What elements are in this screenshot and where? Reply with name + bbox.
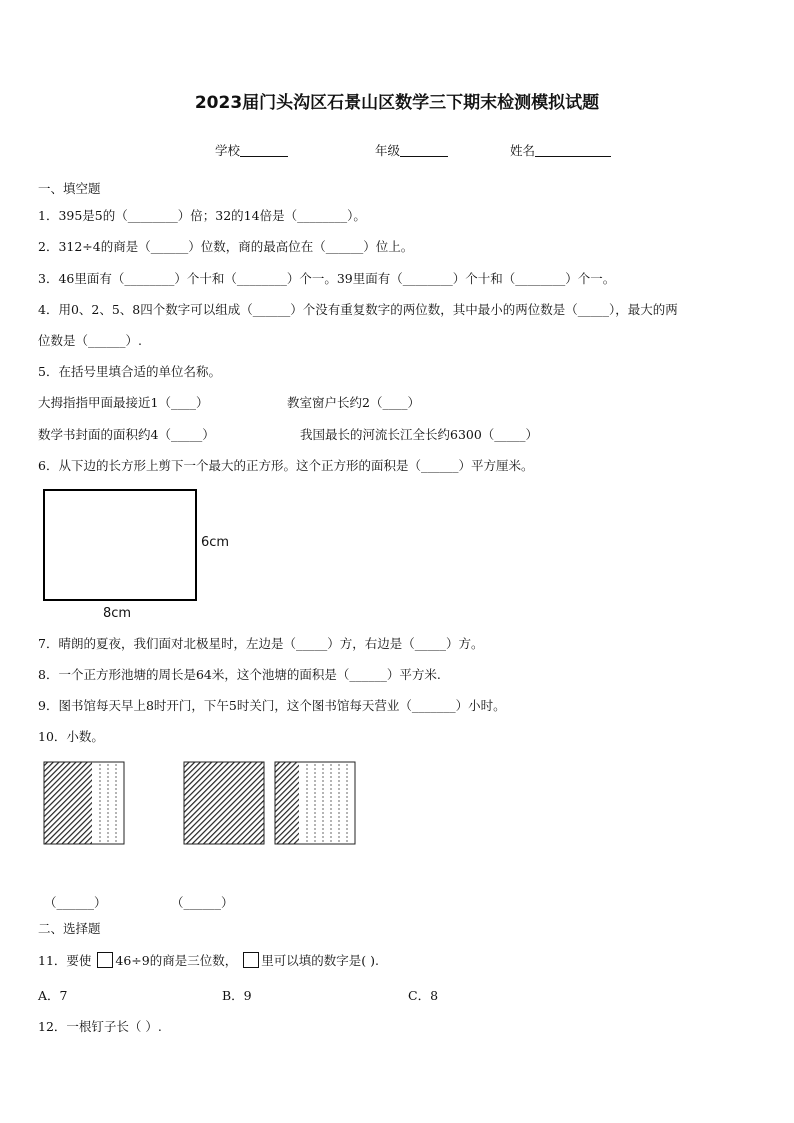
- rectangle-height-label: 6cm: [201, 535, 230, 550]
- question-11-box-2[interactable]: [243, 952, 259, 968]
- shaded-area: [275, 762, 299, 844]
- decimal-grid-3: [275, 762, 355, 844]
- question-10-blank-2[interactable]: （______）: [171, 895, 234, 910]
- decimal-grid-1: [44, 762, 124, 844]
- school-label: 学校: [215, 143, 241, 158]
- question-5-a: 大拇指指甲面最接近1（____）: [38, 395, 209, 410]
- question-10: 10．小数。: [38, 729, 104, 744]
- question-11-box-1[interactable]: [97, 952, 113, 968]
- option-a[interactable]: A．7: [38, 988, 68, 1003]
- page-title: 2023届门头沟区石景山区数学三下期末检测模拟试题: [194, 93, 600, 113]
- option-b[interactable]: B．9: [222, 988, 252, 1003]
- question-10-blank-1[interactable]: （______）: [44, 895, 107, 910]
- question-11-suffix: 里可以填的数字是( ).: [261, 953, 379, 968]
- question-9: 9．图书馆每天早上8时开门，下午5时关门，这个图书馆每天营业（_______）小时。: [38, 698, 506, 713]
- section-multiple-choice: 二、选择题: [38, 921, 101, 936]
- question-5: 5．在括号里填合适的单位名称。: [38, 364, 221, 379]
- option-c[interactable]: C．8: [408, 988, 439, 1003]
- question-4-line2: 位数是（______）.: [38, 333, 142, 348]
- shaded-area: [44, 762, 92, 844]
- shaded-area: [184, 762, 264, 844]
- question-11: [38, 952, 379, 969]
- grade-label: 年级: [375, 143, 401, 158]
- rectangle-width-label: 8cm: [103, 606, 132, 621]
- question-3: 3．46里面有（________）个十和（________）个一。39里面有（________）个十和（________）个一。: [38, 271, 616, 286]
- question-4-line1: 4．用0、2、5、8四个数字可以组成（______）个没有重复数字的两位数，其中最小的两位数是（_____），最大的两: [38, 302, 678, 317]
- question-11-prefix: 11．要使: [38, 953, 92, 968]
- question-7: 7．晴朗的夏夜，我们面对北极星时，左边是（_____）方，右边是（_____）方。: [38, 636, 484, 651]
- question-11-mid: 46÷9的商是三位数，: [115, 953, 238, 968]
- question-5-b: 教室窗户长约2（____）: [287, 395, 420, 410]
- name-label: 姓名: [510, 143, 536, 158]
- question-8: 8．一个正方形池塘的周长是64米，这个池塘的面积是（______）平方米.: [38, 667, 441, 682]
- question-12: 12．一根钉子长（ ）.: [38, 1019, 162, 1034]
- question-2: 2．312÷4的商是（______）位数，商的最高位在（______）位上。: [38, 239, 414, 254]
- question-5-d: 我国最长的河流长江全长约6300（_____）: [300, 427, 539, 442]
- section-fill-blank: 一、填空题: [38, 181, 101, 196]
- decimal-grid-2: [184, 762, 264, 844]
- question-1: 1．395是5的（________）倍；32的14倍是（________）。: [38, 208, 366, 223]
- question-5-c: 数学书封面的面积约4（_____）: [38, 427, 215, 442]
- question-6: 6．从下边的长方形上剪下一个最大的正方形。这个正方形的面积是（______）平方厘米。: [38, 458, 534, 473]
